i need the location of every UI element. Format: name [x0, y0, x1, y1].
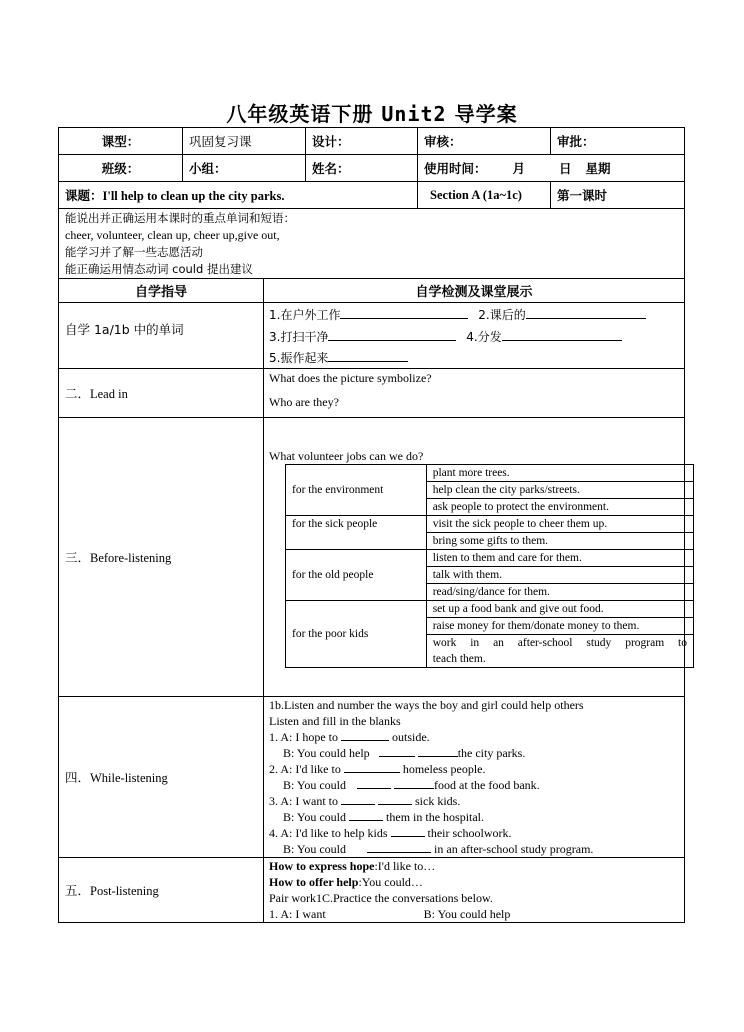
hope-phrase: :I'd like to…	[374, 859, 436, 873]
vocab-blank-5[interactable]	[328, 350, 408, 362]
dialog-2b: B: You could	[283, 778, 347, 792]
objective-3: 能学习并了解一些志愿活动	[65, 245, 203, 259]
vocab-item-1: 1.在户外工作	[269, 308, 341, 322]
job-item-line1: work in an after-school study program to	[432, 637, 687, 649]
vocab-item-2: 2.课后的	[478, 308, 526, 322]
weekday-label: 星期	[585, 161, 611, 176]
vocab-blank-3[interactable]	[328, 329, 456, 341]
help-phrase: :You could…	[358, 875, 423, 889]
name-label: 姓名：	[305, 155, 417, 181]
objectives-box	[58, 208, 685, 278]
vocab-blank-1[interactable]	[340, 307, 468, 319]
while-instruction-1: 1b.Listen and number the ways the boy and girl could help others	[269, 698, 584, 712]
class-label: 班级：	[101, 161, 140, 176]
job-item: visit the sick people to cheer them up.	[426, 516, 693, 533]
designer-label: 设计：	[305, 128, 417, 154]
title-unit: Unit2	[381, 102, 447, 126]
reviewer-label: 审核：	[417, 128, 550, 154]
dialog-2a-end: homeless people.	[402, 762, 486, 776]
fill-blank[interactable]	[341, 729, 389, 741]
job-item: plant more trees.	[426, 465, 693, 482]
fill-blank[interactable]	[367, 841, 431, 853]
table-bottom-border	[58, 922, 685, 923]
lead-in-q1: What does the picture symbolize?	[269, 371, 432, 385]
vocab-item-3: 3.打扫干净	[269, 330, 329, 344]
fill-blank[interactable]	[341, 793, 375, 805]
while-instruction-2: Listen and fill in the blanks	[269, 714, 401, 728]
month-label: 月	[512, 161, 526, 176]
fill-blank[interactable]	[349, 809, 383, 821]
objective-2: cheer, volunteer, clean up, cheer up,give out,	[65, 228, 280, 242]
fill-blank[interactable]	[344, 761, 400, 773]
post-listening-label: 五．Post-listening	[65, 884, 159, 898]
lesson-type-label: 课型：	[101, 134, 140, 149]
fill-blank[interactable]	[378, 793, 412, 805]
job-item	[426, 635, 693, 668]
fill-blank[interactable]	[394, 777, 434, 789]
vocab-label: 自学 1a/1b 中的单词	[65, 321, 184, 337]
page-title	[0, 98, 744, 127]
group-label: 小组：	[182, 155, 305, 181]
dialog-2a: 2. A: I'd like to	[269, 762, 341, 776]
dialog-3a-end: sick kids.	[415, 794, 461, 808]
dialog-3a: 3. A: I want to	[269, 794, 338, 808]
hope-heading: How to express hope	[269, 859, 375, 873]
while-listening-label: 四．While-listening	[65, 771, 168, 785]
day-label: 日	[559, 161, 572, 176]
lead-in-q2: Who are they?	[269, 395, 339, 409]
volunteer-question: What volunteer jobs can we do?	[269, 449, 424, 463]
dialog-1b: B: You could help	[283, 746, 370, 760]
group-environment: for the environment	[286, 465, 427, 516]
lesson-type-value: 巩固复习课	[182, 128, 305, 154]
lesson-topic: 课题：I'll help to clean up the city parks.	[65, 189, 285, 203]
dialog-1b-end: the city parks.	[457, 746, 526, 760]
vocab-item-5: 5.振作起来	[269, 351, 329, 365]
dialog-3b: B: You could	[283, 810, 347, 824]
dialog-4b-end: in an after-school study program.	[434, 842, 594, 856]
header-row-3	[58, 181, 685, 208]
section-label: Section A (1a~1c)	[417, 182, 550, 208]
lead-in-label: 二．Lead in	[65, 387, 128, 401]
fill-blank[interactable]	[357, 777, 391, 789]
dialog-4a-end: their schoolwork.	[427, 826, 512, 840]
col-header-guide: 自学指导	[134, 285, 187, 300]
fill-blank[interactable]	[391, 825, 425, 837]
vocab-blank-2[interactable]	[526, 307, 646, 319]
volunteer-jobs-table	[285, 464, 694, 668]
practice-b: B: You could help	[423, 907, 511, 921]
period-label: 第一课时	[550, 182, 684, 208]
dialog-4b: B: You could	[283, 842, 347, 856]
job-item: help clean the city parks/streets.	[426, 482, 693, 499]
job-item: read/sing/dance for them.	[426, 584, 693, 601]
before-listening-label: 三．Before-listening	[65, 551, 172, 565]
section-lead-in	[58, 368, 685, 417]
pair-work: Pair work1C.Practice the conversations below.	[269, 891, 493, 905]
title-end: 导学案	[454, 102, 518, 126]
job-item: bring some gifts to them.	[426, 533, 693, 550]
vocab-item-4: 4.分发	[466, 330, 502, 344]
help-heading: How to offer help	[269, 875, 359, 889]
dialog-2b-end: food at the food bank.	[434, 778, 540, 792]
while-listening-content	[269, 697, 593, 857]
objective-4: 能正确运用情态动词 could 提出建议	[65, 262, 253, 276]
date-field	[417, 155, 684, 181]
date-label: 使用时间：	[424, 161, 487, 176]
dialog-1a: 1. A: I hope to	[269, 730, 338, 744]
header-row-2	[58, 154, 685, 181]
group-sick-people: for the sick people	[286, 516, 427, 550]
col-header-check: 自学检测及课堂展示	[263, 279, 684, 302]
title-cn: 八年级英语下册	[226, 102, 374, 126]
dialog-1a-end: outside.	[392, 730, 430, 744]
section-vocab	[58, 302, 685, 368]
job-item: talk with them.	[426, 567, 693, 584]
practice-a: 1. A: I want	[269, 907, 326, 921]
post-listening-content	[269, 858, 510, 922]
dialog-4a: 4. A: I'd like to help kids	[269, 826, 388, 840]
group-old-people: for the old people	[286, 550, 427, 601]
vocab-blank-4[interactable]	[502, 329, 622, 341]
job-item: listen to them and care for them.	[426, 550, 693, 567]
fill-blank[interactable]	[418, 745, 458, 757]
job-item: ask people to protect the environment.	[426, 499, 693, 516]
group-poor-kids: for the poor kids	[286, 601, 427, 668]
fill-blank[interactable]	[379, 745, 415, 757]
job-item-line2: teach them.	[432, 653, 486, 665]
objective-1: 能说出并正确运用本课时的重点单词和短语：	[65, 211, 295, 225]
approver-label: 审批：	[550, 128, 684, 154]
header-row-1	[58, 127, 685, 154]
job-item: set up a food bank and give out food.	[426, 601, 693, 618]
job-item: raise money for them/donate money to them.	[426, 618, 693, 635]
dialog-3b-end: them in the hospital.	[386, 810, 485, 824]
